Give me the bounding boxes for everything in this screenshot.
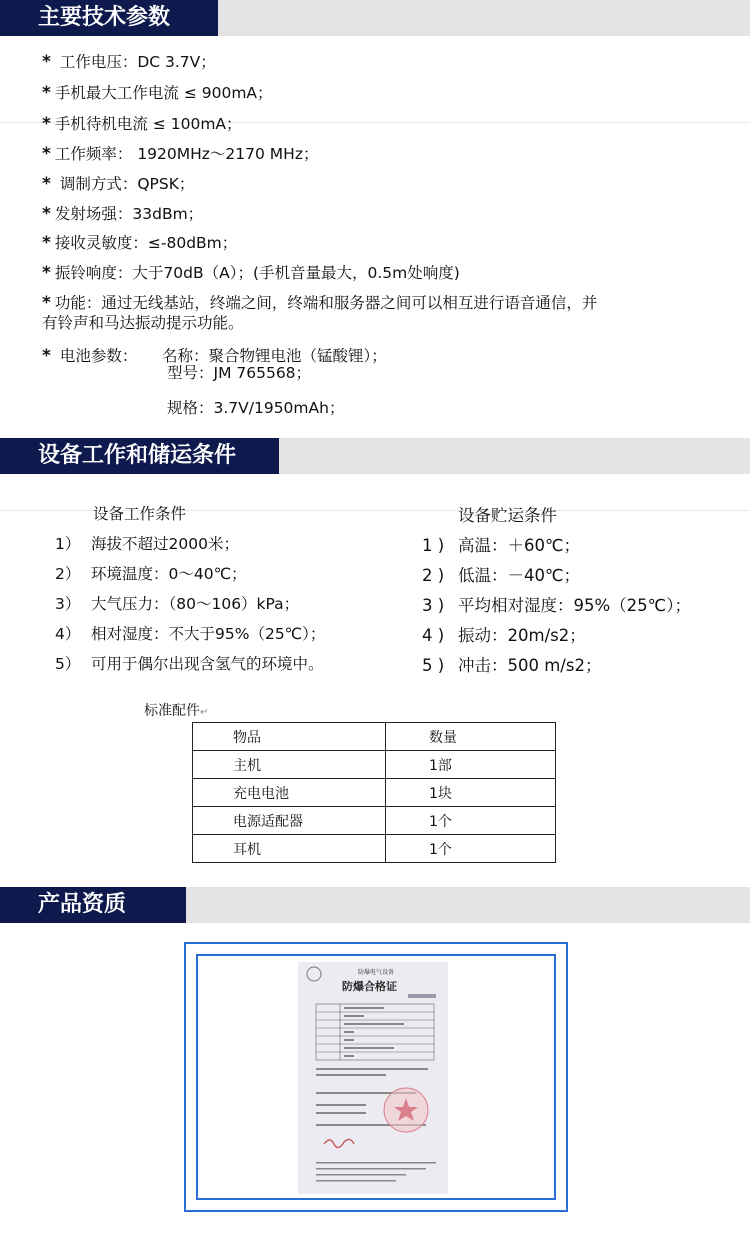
work-condition-item: 2） 环境温度：0～40℃； [55,565,247,583]
storage-condition-item: 2 ) 低温：－40℃； [422,566,581,585]
section-bar-conditions [0,438,750,474]
column-header-qty: 数量 [386,723,556,751]
certificate-inner-frame [196,954,556,1200]
battery-name: 名称：聚合物锂电池（锰酸锂）； [162,347,387,365]
storage-conditions-header: 设备贮运条件 [458,506,557,525]
section-bar-specs [0,0,750,36]
accessories-table [192,722,556,863]
spec-line: * 工作电压：DC 3.7V； [42,52,216,72]
section-title-specs: 主要技术参数 [0,0,218,36]
battery-line: * 电池参数： [42,346,138,366]
qty-cell: 1个 [386,835,556,863]
certificate-number-stamp [408,994,436,998]
section-title-qualification: 产品资质 [0,887,186,923]
work-condition-item: 5） 可用于偶尔出现含氢气的环境中。 [55,655,324,673]
section-bar-qualification [0,887,750,923]
work-condition-item: 4） 相对湿度：不大于95%（25℃）； [55,625,326,643]
table-row [193,779,556,807]
work-condition-item: 1） 海拔不超过2000米； [55,535,239,553]
qty-cell: 1块 [386,779,556,807]
certificate-top-label: 防爆电气设备 [358,969,395,976]
spec-line: * 发射场强：33dBm； [42,204,204,224]
accessories-title: 标准配件↵ [144,703,209,719]
spec-line: * 手机最大工作电流 ≤ 900mA； [42,83,273,103]
column-header-item: 物品 [193,723,386,751]
storage-condition-item: 5 ) 冲击：500 m/s2； [422,656,602,675]
work-condition-item: 3） 大气压力：（80～106）kPa； [55,595,300,613]
item-cell: 耳机 [193,835,386,863]
spec-line-continued: 有铃声和马达振动提示功能。 [42,314,244,332]
battery-spec: 规格：3.7V/1950mAh； [167,399,345,417]
spec-line: * 手机待机电流 ≤ 100mA； [42,114,242,134]
storage-condition-item: 1 ) 高温：＋60℃； [422,536,581,555]
item-cell: 充电电池 [193,779,386,807]
spec-line: * 调制方式：QPSK； [42,174,195,194]
section-title-conditions: 设备工作和储运条件 [0,438,279,474]
table-header-row [193,723,556,751]
storage-condition-item: 3 ) 平均相对湿度：95%（25℃）； [422,596,691,615]
table-row [193,807,556,835]
storage-condition-item: 4 ) 振动：20m/s2； [422,626,586,645]
certificate-frame [184,942,568,1212]
certificate-document-graphic [298,962,448,1194]
table-row [193,835,556,863]
item-cell: 主机 [193,751,386,779]
spec-line: * 功能：通过无线基站，终端之间，终端和服务器之间可以相互进行语音通信，并 [42,293,598,313]
qty-cell: 1个 [386,807,556,835]
item-cell: 电源适配器 [193,807,386,835]
battery-model: 型号：JM 765568； [167,364,312,382]
work-conditions-header: 设备工作条件 [93,505,187,523]
spec-line: * 振铃响度：大于70dB（A）；(手机音量最大，0.5m处响度) [42,263,460,283]
certificate-image [298,962,448,1194]
table-row [193,751,556,779]
certificate-heading: 防爆合格证 [342,980,397,993]
spec-line: * 接收灵敏度：≤-80dBm； [42,233,238,253]
spec-line: * 工作频率： 1920MHz～2170 MHz； [42,144,319,164]
qty-cell: 1部 [386,751,556,779]
